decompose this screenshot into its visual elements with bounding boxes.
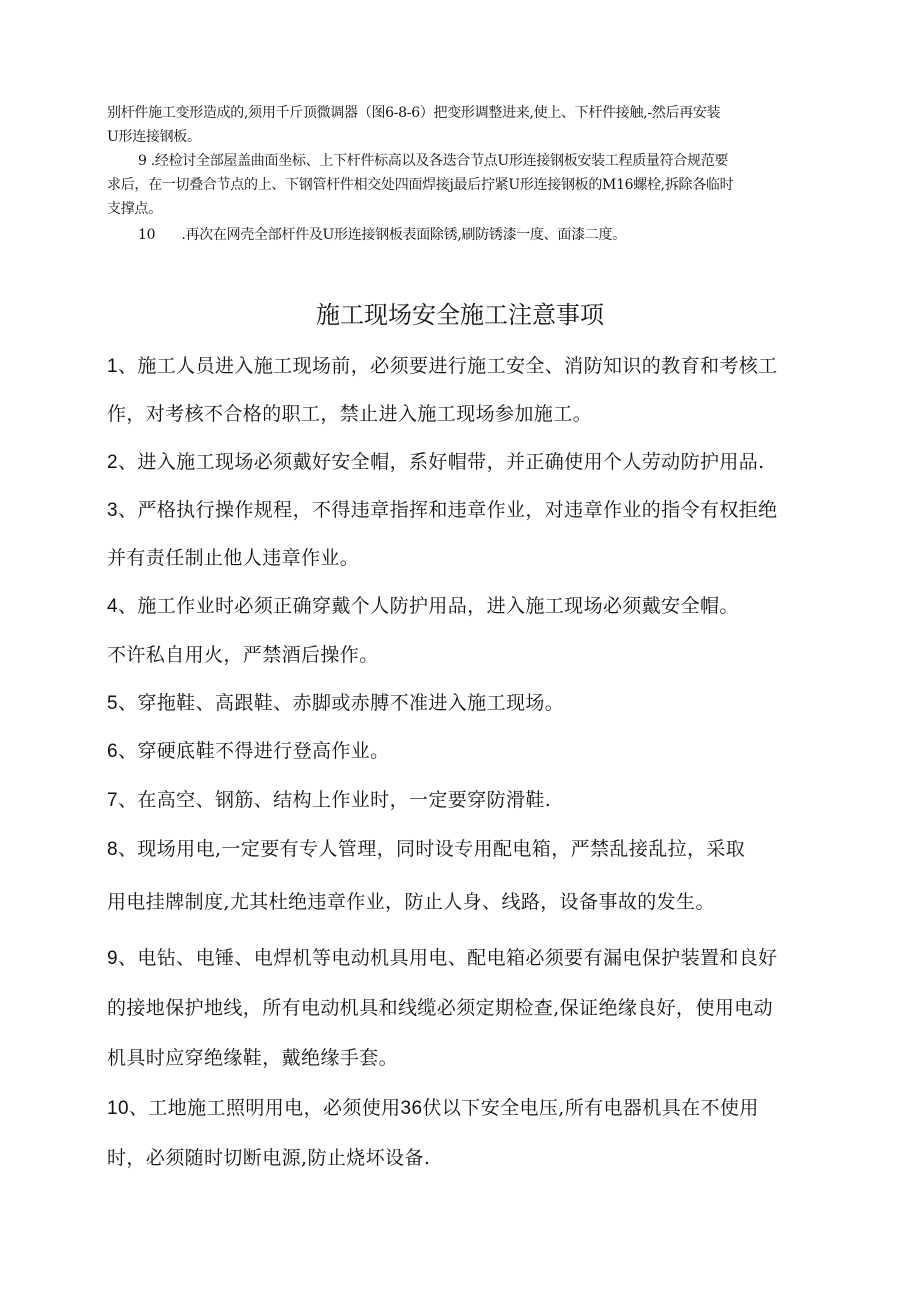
item-9-line1: 9、电钻、电锤、电焊机等电动机具用电、配电箱必须要有漏电保护装置和良好	[107, 947, 778, 969]
intro-p10-text: .再次在网壳全部杆件及U形连接钢板表面除锈,刷防锈漆一度、面漆二度。	[177, 227, 626, 243]
intro-p9-number: 9	[138, 153, 147, 169]
item-10-line1: 10、工地施工照明用电，必须使用36伏以下安全电压,所有电器机具在不使用	[107, 1097, 759, 1119]
item-4-line2: 不许私自用火，严禁酒后操作。	[107, 644, 379, 666]
item-7-line1: 7、在高空、钢筋、结构上作业时，一定要穿防滑鞋.	[107, 789, 552, 811]
item-4-line1: 4、施工作业时必须正确穿戴个人防护用品，进入施工现场必须戴安全帽。	[107, 595, 739, 617]
item-10-voltage: 36	[400, 1098, 423, 1119]
item-6-number: 6	[107, 741, 118, 762]
intro-p9-text: .经检讨全部屋盖曲面坐标、上下杆件标高以及各迭合节点U形连接钢板安装工程质量符合规范要	[146, 153, 729, 169]
intro-p10-number: 10	[138, 227, 156, 243]
intro-p10-line1	[138, 226, 626, 244]
item-5-number: 5	[107, 693, 118, 714]
intro-p9-line2: 求后，在一切叠合节点的上、下钢管杆件相交处四面焊接j最后拧紧U形连接钢板的M16螺栓,拆除各临时	[107, 177, 734, 193]
item-8-number: 8	[107, 839, 118, 860]
item-1-line1: 1、施工人员进入施工现场前，必须要进行施工安全、消防知识的教育和考核工	[107, 355, 778, 377]
item-2-number: 2	[107, 452, 118, 473]
item-6-line1: 6、穿硬底鞋不得进行登高作业。	[107, 740, 390, 762]
item-9-number: 9	[107, 948, 118, 969]
item-7-number: 7	[107, 790, 118, 811]
item-4-number: 4	[107, 596, 118, 617]
intro-p8-line2: U形连接钢板。	[107, 129, 201, 145]
section-title: 施工现场安全施工注意事项	[316, 301, 604, 329]
item-1-number: 1	[107, 356, 118, 377]
item-9-line2: 的接地保护地线，所有电动机具和线缆必须定期检查,保证绝缘良好，使用电动	[107, 997, 774, 1019]
item-3-line2: 并有责任制止他人违章作业。	[107, 547, 360, 569]
item-1-line2: 作，对考核不合格的职工，禁止进入施工现场参加施工。	[107, 403, 593, 425]
intro-p9-line1	[138, 152, 728, 170]
item-9-line3: 机具时应穿绝缘鞋，戴绝缘手套。	[107, 1047, 399, 1069]
item-2-line1: 2、进入施工现场必须戴好安全帽，系好帽带，并正确使用个人劳动防护用品.	[107, 451, 765, 473]
item-10-number: 10	[107, 1098, 129, 1119]
item-8-line2: 用电挂牌制度,尤其杜绝违章作业，防止人身、线路，设备事故的发生。	[107, 891, 715, 913]
item-10-line2: 时，必须随时切断电源,防止烧坏设备.	[107, 1147, 431, 1169]
item-5-line1: 5、穿拖鞋、高跟鞋、赤脚或赤膊不准进入施工现场。	[107, 692, 565, 714]
item-3-number: 3	[107, 500, 118, 521]
intro-p8-line1: 别杆件施工变形造成的,须用千斤顶微调器（图6-8-6）把变形调整进来,使上、下杆件接触,-然后再安装	[107, 105, 721, 121]
item-8-line1: 8、现场用电,一定要有专人管理，同时设专用配电箱，严禁乱接乱拉，采取	[107, 838, 746, 860]
intro-p9-line3: 支撑点。	[107, 201, 162, 217]
item-3-line1: 3、严格执行操作规程，不得违章指挥和违章作业，对违章作业的指令有权拒绝	[107, 499, 778, 521]
